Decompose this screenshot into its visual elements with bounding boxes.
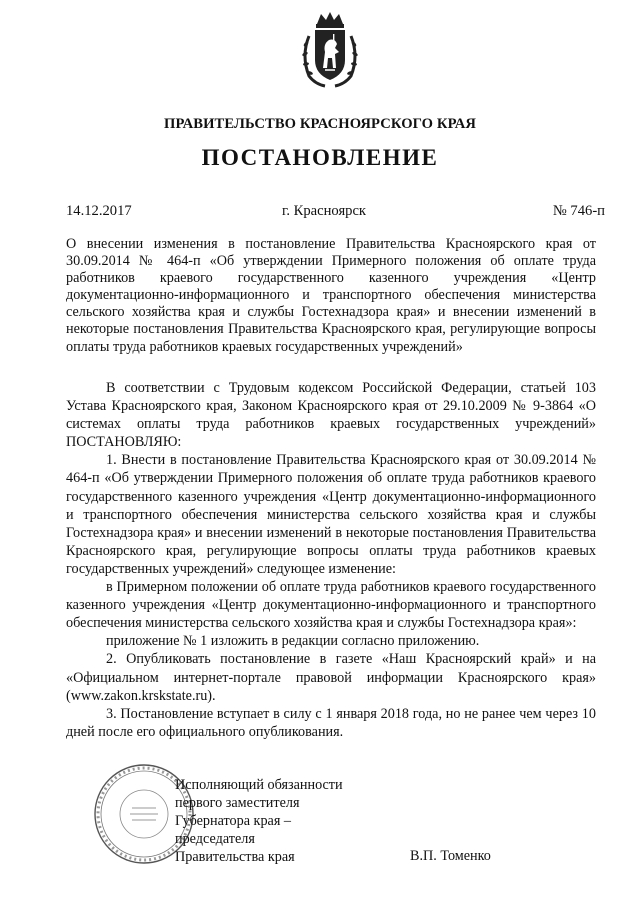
signature-block <box>175 776 343 866</box>
signer-name: В.П. Томенко <box>410 848 491 864</box>
document-number: № 746-п <box>552 203 605 219</box>
document-city: г. Красноярск <box>282 203 367 219</box>
document-date: 14.12.2017 <box>66 203 132 219</box>
signature-line: Губернатора края – <box>175 813 292 829</box>
clause-1-paragraph: 1. Внести в постановление Правительства Красноярского края от 30.09.2014 № 464-п «Об утверждении Примерного положения об оплате труда работников краевого государственного казенного учреждения «Центр документационно-информационного и транспортного обеспечения министерства сельского хозяйства края и службы Гостехнадзора края» и внесении изменений в некоторые постановления Правительства Красноярского края, регулирующие вопросы оплаты труда работников краевых государственных учреждений» следующее изменение: <box>66 452 596 577</box>
signature-line: Исполняющий обязанности <box>175 777 343 793</box>
document-body <box>66 379 596 741</box>
document-type-title: ПОСТАНОВЛЕНИЕ <box>201 145 439 170</box>
signature-line: Правительства края <box>175 849 295 865</box>
government-name: ПРАВИТЕЛЬСТВО КРАСНОЯРСКОГО КРАЯ <box>164 116 476 132</box>
clause-1-subparagraph: в Примерном положении об оплате труда работников краевого государственного казенного учреждения «Центр документационно-информационного и транспортного обеспечения министерства сельского хозяйства края и службы Гостехнадзора края»: <box>66 579 596 632</box>
document-subject: О внесении изменения в постановление Правительства Красноярского края от 30.09.2014 № 464-п «Об утверждении Примерного положения об оплате труда работников краевого государственного казенного учреждения «Центр документационно-информационного и транспортного обеспечения министерства сельского хозяйства края и службы Гостехнадзора края» и внесении изменений в некоторые постановления Правительства Красноярского края, регулирующие вопросы оплаты труда работников краевых государственных учреждений» <box>66 236 596 355</box>
appendix-paragraph: приложение № 1 изложить в редакции согласно приложению. <box>106 633 480 650</box>
signature-line: первого заместителя <box>175 795 300 811</box>
coat-of-arms-emblem <box>299 10 361 90</box>
clause-2-paragraph: 2. Опубликовать постановление в газете «Наш Красноярский край» и на «Официальном интернет-портале правовой информации Красноярского края» (www.zakon.krskstate.ru). <box>66 651 596 704</box>
preamble-paragraph: В соответствии с Трудовым кодексом Российской Федерации, статьей 103 Устава Красноярского края, Законом Красноярского края от 29.10.2009 № 9-3864 «О системах оплаты труда работников краевых государственных учреждений» ПОСТАНОВЛЯЮ: <box>66 380 596 451</box>
clause-3-paragraph: 3. Постановление вступает в силу с 1 января 2018 года, но не ранее чем через 10 дней после его официального опубликования. <box>66 705 596 740</box>
signature-line: председателя <box>175 831 255 847</box>
